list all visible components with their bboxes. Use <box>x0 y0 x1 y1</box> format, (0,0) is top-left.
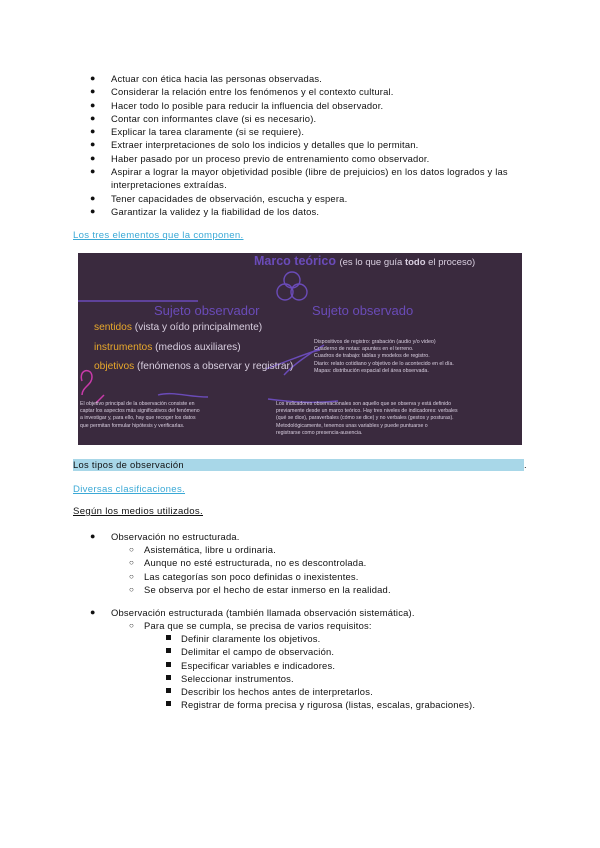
requirements-list <box>74 72 534 218</box>
requisitos-list <box>74 632 544 712</box>
dispositivos-list: Dispositivos de registro: grabación (audio y/o video) Cuaderno de notas: apuntes en el terreno. Cuadros de trabajo: tablas y modelos de registro. Diario: relato cotidiano y objetivo de lo acontecido en el día. Mapas: distribución espacial del área observada. <box>314 339 454 374</box>
list-item: ● Haber pasado por un proceso previo de entrenamiento como observador. <box>90 152 430 164</box>
list-item: ● Garantizar la validez y la fiabilidad de los datos. <box>90 205 320 217</box>
list-item: Registrar de forma precisa y rigurosa (listas, escalas, grabaciones). <box>74 698 544 711</box>
list-item: Describir los hechos antes de interpretarlos. <box>74 685 544 698</box>
no-estructurada-sublist <box>74 543 544 596</box>
sentidos-line: sentidos (vista y oído principalmente) <box>94 322 263 333</box>
list-item: ● Observación no estructurada. <box>90 531 240 542</box>
objetivos-line: objetivos (fenómenos a observar y registrar) <box>94 361 294 372</box>
observation-types-list <box>74 530 544 543</box>
list-item: Especificar variables e indicadores. <box>74 659 544 672</box>
sujeto-observado-title: Sujeto observado <box>312 303 414 318</box>
elements-link[interactable]: Los tres elementos que la componen. <box>73 230 244 241</box>
list-item: ○ Las categorías son poco definidas o inexistentes. <box>129 570 359 582</box>
list-item: ● Aspirar a lograr la mayor objetividad posible (libre de prejuicios) en los datos logrados y las interpretaciones extraídas. <box>90 166 508 191</box>
section-header: Los tipos de observación <box>73 459 524 471</box>
list-item: ● Explicar la tarea claramente (si se requiere). <box>90 126 305 138</box>
objective-note: El objetivo principal de la observación consiste en captar los aspectos más significativos del fenómeno a investigar y, para ello, hay que recoger los datos que permitan formular hipótesis y verificarlas. <box>80 401 200 429</box>
indicators-note: Los indicadores observacionales son aquello que se observa y está definido previamente desde un marco teórico. Hay tres niveles de indicadores: verbales (qué se dice), paraverbales (cómo se dice) y no verbales (gestos y posturas). Metodológicamente, tenemos unas variables y puede puntuarse o registrarse como presencia-ausencia. <box>276 401 458 436</box>
list-item: ○ Para que se cumpla, se precisa de varios requisitos: <box>129 620 372 631</box>
observation-infographic <box>78 253 522 445</box>
list-item: Definir claramente los objetivos. <box>74 632 544 645</box>
list-item: Seleccionar instrumentos. <box>74 672 544 685</box>
estructurada-list <box>74 606 544 619</box>
list-item: ● Actuar con ética hacia las personas observadas. <box>90 73 323 84</box>
instrumentos-line: instrumentos (medios auxiliares) <box>94 342 241 353</box>
list-item: ● Extraer interpretaciones de solo los indicios y detalles que lo permitan. <box>90 139 419 151</box>
list-item: ● Observación estructurada (también llamada observación sistemática). <box>90 607 415 618</box>
list-item: ○ Asistemática, libre u ordinaria. <box>129 544 276 555</box>
list-item: ● Contar con informantes clave (si es necesario). <box>90 112 317 124</box>
estructurada-sublist <box>74 619 544 632</box>
list-item: ● Considerar la relación entre los fenómenos y el contexto cultural. <box>90 86 394 98</box>
list-item: Delimitar el campo de observación. <box>74 645 544 658</box>
classifications-link[interactable]: Diversas clasificaciones. <box>73 484 186 495</box>
section-header-end: . <box>524 459 527 470</box>
subtitle: Según los medios utilizados. <box>73 506 203 517</box>
sujeto-observador-title: Sujeto observador <box>154 303 260 318</box>
marco-teorico-line: Marco teórico (es lo que guía todo el proceso) <box>254 254 476 268</box>
list-item: ○ Se observa por el hecho de estar inmerso en la realidad. <box>129 583 391 595</box>
list-item: ● Tener capacidades de observación, escucha y espera. <box>90 192 348 204</box>
list-item: ○ Aunque no esté estructurada, no es descontrolada. <box>129 557 367 569</box>
list-item: ● Hacer todo lo posible para reducir la influencia del observador. <box>90 99 384 111</box>
